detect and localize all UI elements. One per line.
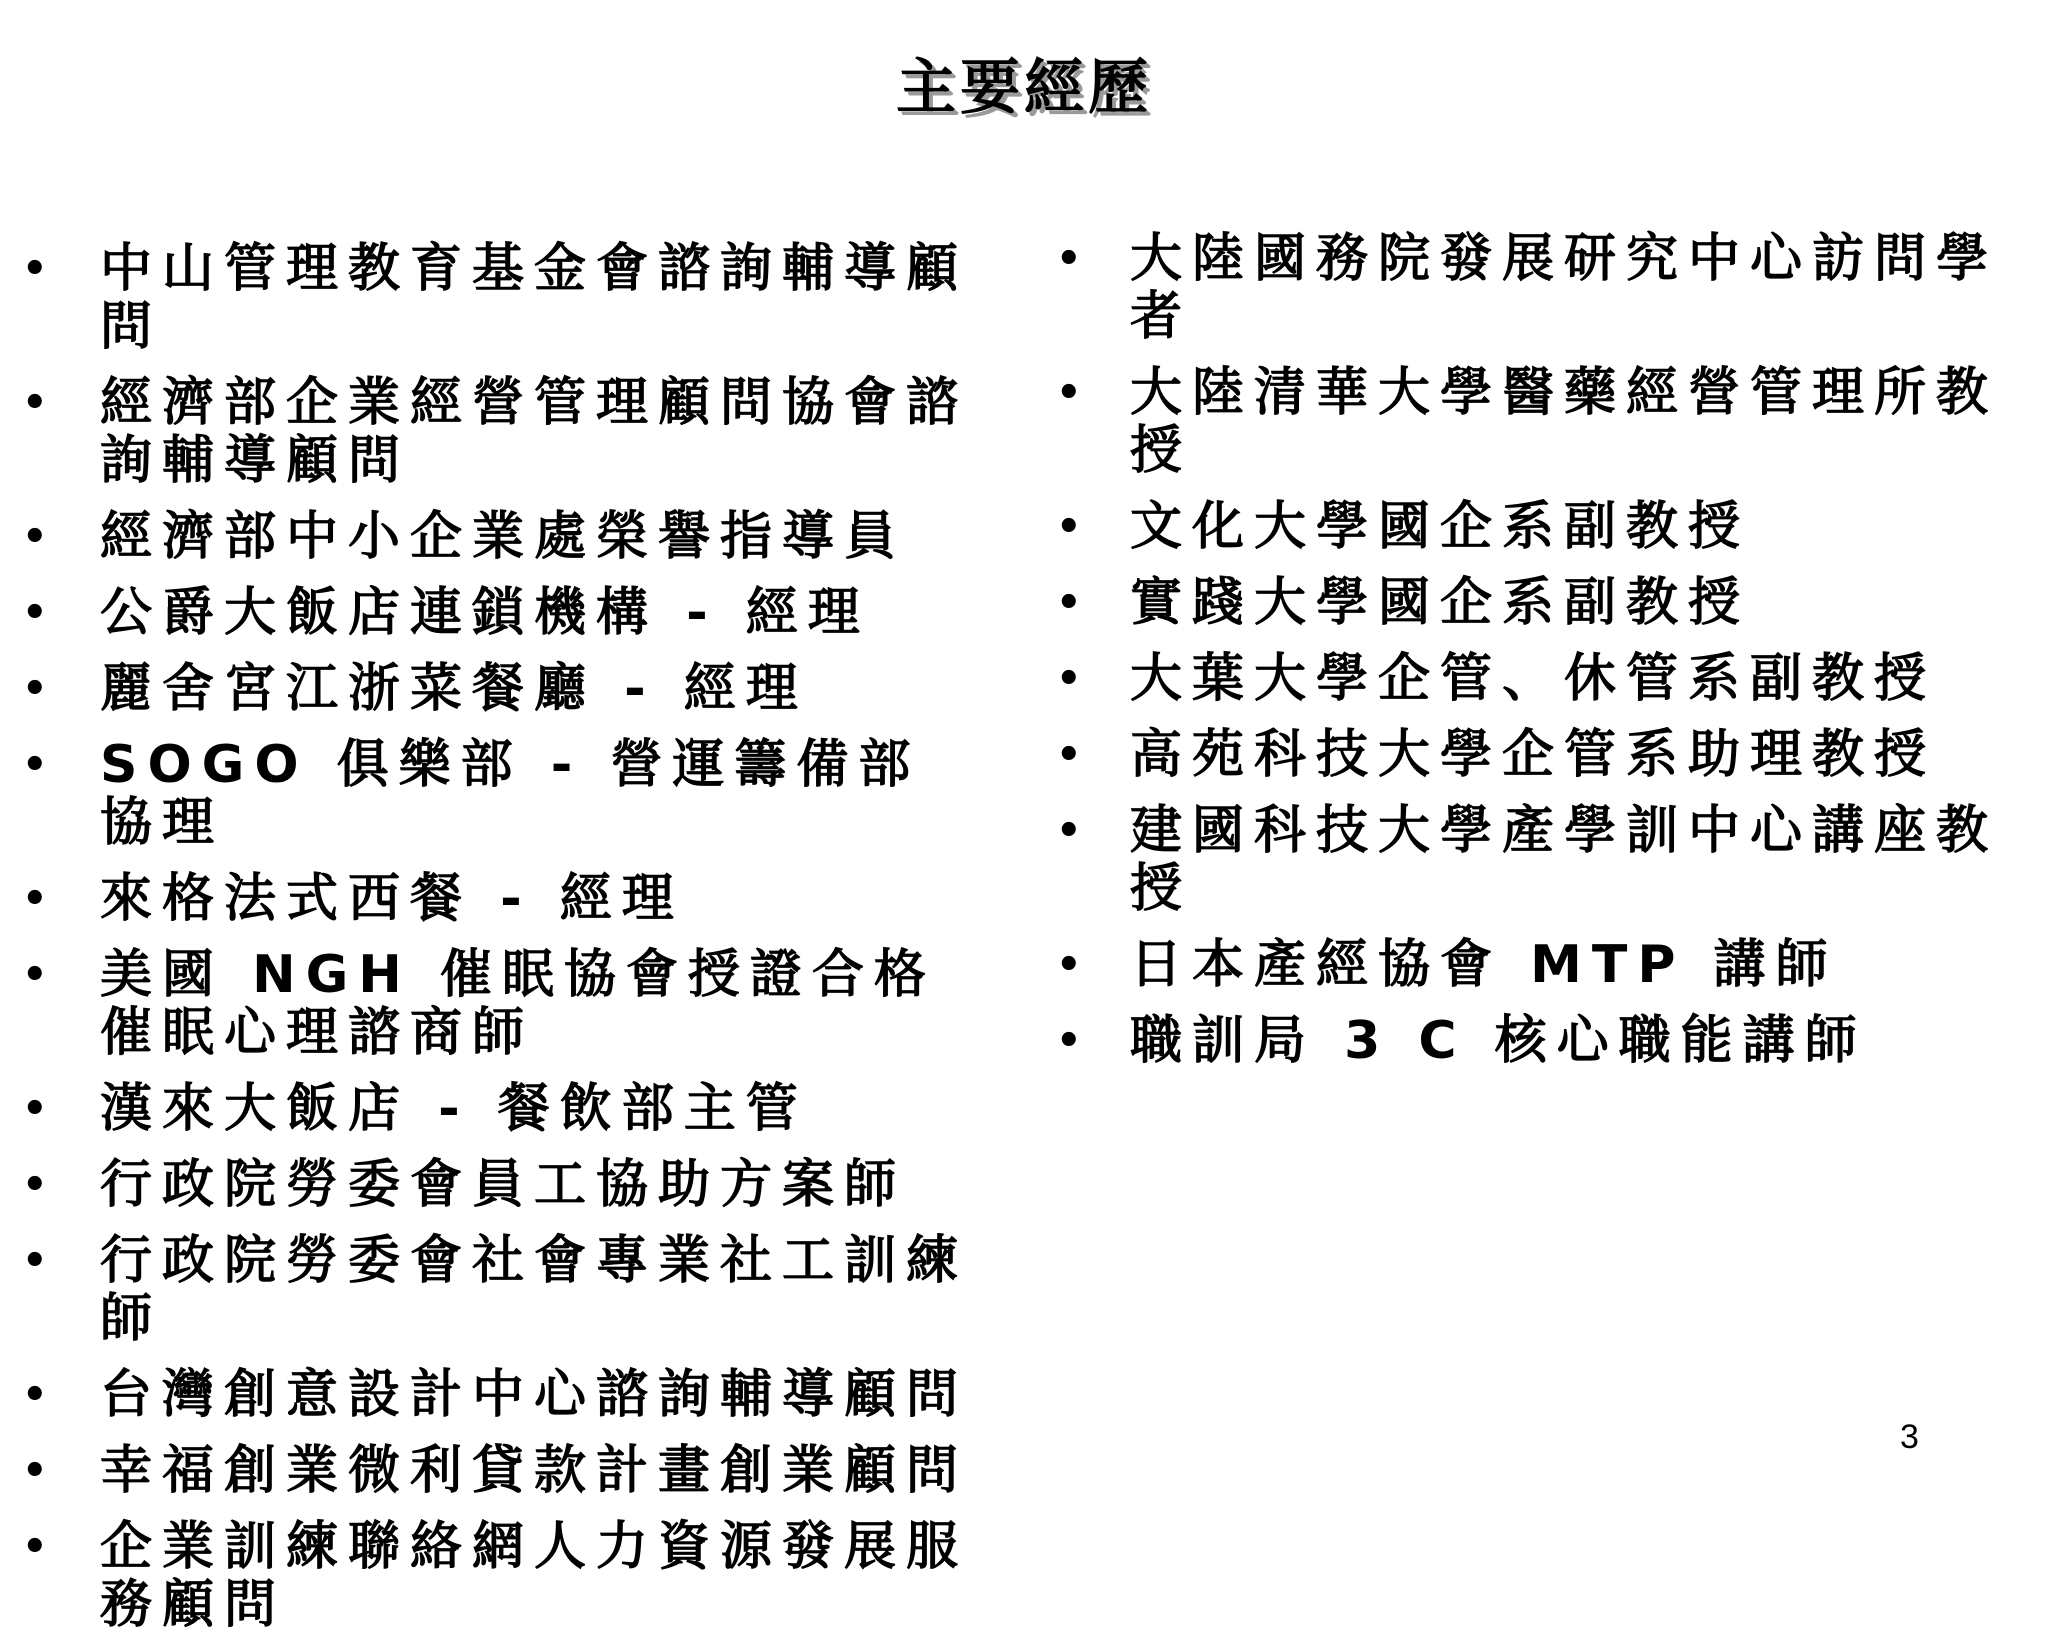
bullet-icon: • <box>1056 1018 1082 1064</box>
list-item-text: 經濟部中小企業處榮譽指導員 <box>100 507 907 567</box>
list-item-text: 幸福創業微利貸款計畫創業顧問 <box>100 1441 969 1501</box>
bullet-icon: • <box>22 246 48 292</box>
list-item-text: 中山管理教育基金會諮詢輔導顧問 <box>100 239 969 357</box>
list-item <box>0 1441 969 1501</box>
list-item-text: 漢來大飯店 - 餐飲部主管 <box>100 1079 808 1139</box>
left-experience-list <box>0 240 1000 1652</box>
list-item-text: 行政院勞委會員工協助方案師 <box>100 1155 907 1215</box>
list-item-text: 來格法式西餐 - 經理 <box>100 869 684 929</box>
bullet-icon: • <box>1056 656 1082 702</box>
list-item-text: 職訓局 3 C 核心職能講師 <box>1130 1011 1867 1071</box>
bullet-icon: • <box>1056 732 1082 778</box>
list-item <box>0 1155 907 1215</box>
list-item <box>0 1517 969 1635</box>
list-item <box>1040 802 2040 918</box>
bullet-icon: • <box>1056 236 1082 282</box>
right-experience-list <box>1040 230 2040 1088</box>
list-item <box>1040 230 2040 346</box>
list-item <box>0 584 900 642</box>
list-item <box>0 1080 900 1138</box>
bullet-icon: • <box>22 666 48 712</box>
bullet-icon: • <box>22 876 48 922</box>
list-item-text: 企業訓練聯絡網人力資源發展服務顧問 <box>100 1517 969 1635</box>
list-item-text: 公爵大飯店連鎖機構 - 經理 <box>100 583 870 643</box>
list-item-text: 大陸國務院發展研究中心訪問學者 <box>1130 229 1999 347</box>
list-item <box>0 1231 969 1349</box>
list-item <box>0 660 900 718</box>
list-item-text: 大陸清華大學醫藥經營管理所教授 <box>1130 363 1999 481</box>
bullet-icon: • <box>22 1086 48 1132</box>
list-item-text: 麗舍宮江浙菜餐廳 - 經理 <box>100 659 808 719</box>
bullet-icon: • <box>22 590 48 636</box>
list-item <box>1040 1012 2040 1070</box>
bullet-icon: • <box>22 514 48 560</box>
list-item-text: 經濟部企業經營管理顧問協會諮詢輔導顧問 <box>100 373 969 491</box>
list-item-text: 日本產經協會 MTP 講師 <box>1130 935 1838 995</box>
bullet-icon: • <box>22 1448 48 1494</box>
list-item <box>0 945 936 1063</box>
bullet-icon: • <box>1056 580 1082 626</box>
bullet-icon: • <box>1056 942 1082 988</box>
list-item-text: 美國 NGH 催眠協會授證合格催眠心理諮商師 <box>100 945 936 1063</box>
list-item <box>1040 574 2040 632</box>
bullet-icon: • <box>1056 370 1082 416</box>
bullet-icon: • <box>1056 808 1082 854</box>
bullet-icon: • <box>22 952 48 998</box>
list-item-text: 實踐大學國企系副教授 <box>1130 573 1751 633</box>
list-item <box>1040 498 2040 556</box>
list-item-text: 文化大學國企系副教授 <box>1130 497 1751 557</box>
bullet-icon: • <box>22 1162 48 1208</box>
list-item <box>1040 650 2040 708</box>
page-number: 3 <box>1900 1418 1919 1456</box>
list-item-text: 高苑科技大學企管系助理教授 <box>1130 725 1937 785</box>
bullet-icon: • <box>1056 504 1082 550</box>
bullet-icon: • <box>22 742 48 788</box>
list-item <box>1040 726 2040 784</box>
list-item <box>1040 364 2040 480</box>
list-item-text: 大葉大學企管、休管系副教授 <box>1130 649 1937 709</box>
list-item <box>0 507 907 567</box>
bullet-icon: • <box>22 380 48 426</box>
list-item-text: 行政院勞委會社會專業社工訓練師 <box>100 1231 969 1349</box>
slide-title: 主要經歷 <box>896 53 1152 123</box>
bullet-icon: • <box>22 1524 48 1570</box>
bullet-icon: • <box>22 1238 48 1284</box>
list-item <box>0 239 969 357</box>
list-item <box>1040 936 2040 994</box>
list-item <box>0 1365 969 1425</box>
list-item <box>0 870 900 928</box>
list-item <box>0 373 969 491</box>
list-item <box>0 735 921 853</box>
list-item-text: SOGO 俱樂部 - 營運籌備部協理 <box>100 735 921 853</box>
bullet-icon: • <box>22 1372 48 1418</box>
list-item-text: 建國科技大學產學訓中心講座教授 <box>1130 801 1999 919</box>
list-item-text: 台灣創意設計中心諮詢輔導顧問 <box>100 1365 969 1425</box>
